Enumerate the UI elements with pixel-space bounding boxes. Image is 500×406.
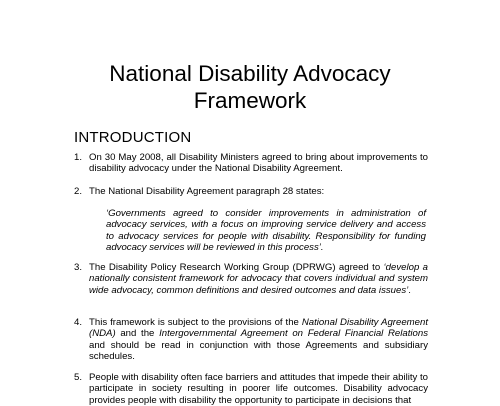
document-title: [0, 60, 500, 114]
paragraph-italic-run: National Disability Agreement (NDA): [89, 317, 428, 340]
block-quote: ‘Governments agreed to consider improvements in administration of advocacy services, with a focus on improving service delivery and access to advocacy services for people with disability. Responsibility for funding advocacy services will be reviewed in this process’.: [106, 208, 426, 254]
paragraph-text: The National Disability Agreement paragraph 28 states:: [89, 186, 325, 197]
title-line-1: National Disability Advocacy: [109, 61, 391, 86]
paragraph-text: [89, 317, 428, 363]
paragraph-number: 5.: [74, 372, 83, 383]
paragraph-italic-run: Intergovernmental Agreement on Federal Financial Relations: [159, 328, 428, 340]
paragraph-number: 2.: [74, 186, 83, 197]
paragraph-text: On 30 May 2008, all Disability Ministers agreed to bring about improvements to disability advocacy under the National Disability Agreement.: [89, 152, 428, 175]
paragraph-italic-run: ‘develop a nationally consistent framework for advocacy that covers individual and system wide advocacy, common definitions and desired outcomes and data issues’: [89, 262, 429, 296]
paragraph-number: 4.: [74, 317, 83, 328]
paragraph-text-run: .: [408, 284, 411, 296]
paragraph-number: 1.: [74, 152, 83, 163]
paragraph-text: [89, 262, 428, 296]
paragraph-text-run: This framework is subject to the provisions of the: [89, 317, 302, 328]
title-line-2: Framework: [193, 88, 307, 113]
paragraph-text-run: and should be read in conjunction with those Agreements and subsidiary schedules.: [89, 339, 428, 363]
section-heading-introduction: INTRODUCTION: [74, 129, 192, 146]
paragraph-text: People with disability often face barriers and attitudes that impede their ability to participate in society resulting in poorer life outcomes. Disability advocacy provides people with disability the opportunity to participate in decisions that: [89, 372, 428, 406]
paragraph-text-run: The Disability Policy Research Working Group (DPRWG) agreed to: [89, 262, 384, 273]
paragraph-number: 3.: [74, 262, 83, 273]
paragraph-text-run: and the: [115, 328, 160, 340]
